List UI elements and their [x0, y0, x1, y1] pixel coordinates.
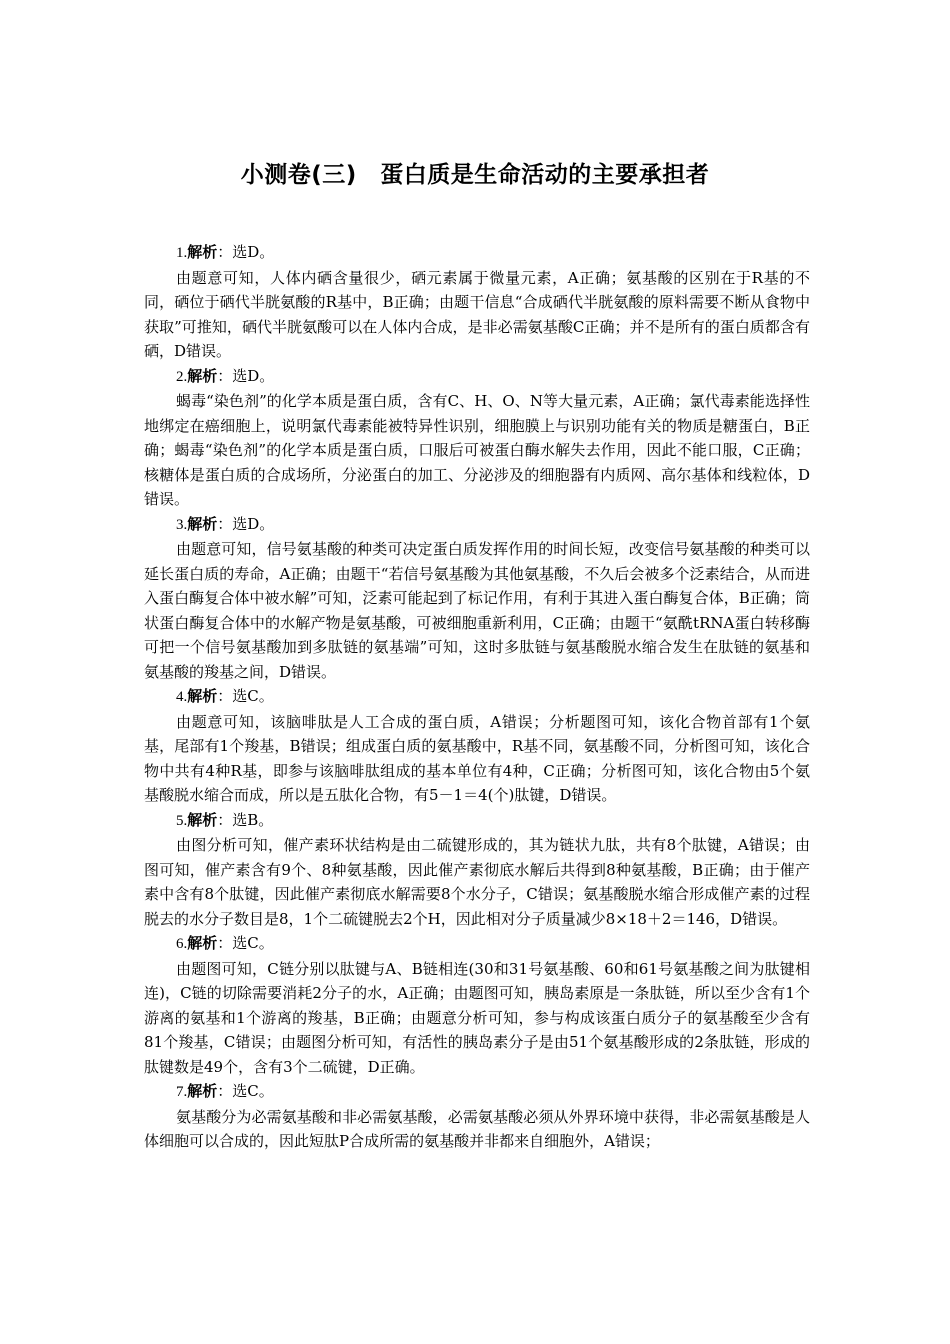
question-number: 3. — [176, 516, 188, 533]
question-header — [144, 1079, 810, 1105]
question-3 — [144, 512, 810, 685]
question-explanation: 由题意可知，该脑啡肽是人工合成的蛋白质，A错误；分析题图可知，该化合物首部有1个氨基，尾部有1个羧基，B错误；组成蛋白质的氨基酸中，R基不同，氨基酸不同，分析图可知，该化合物中共有4种R基，即参与该脑啡肽组成的基本单位有4种，C正确；分析图可知，该化合物由5个氨基酸脱水缩合而成，所以是五肽化合物，有5－1＝4(个)肽键，D错误。 — [144, 712, 810, 804]
question-7 — [144, 1079, 810, 1154]
question-6 — [144, 931, 810, 1079]
answer-choice: ：选D。 — [217, 366, 275, 385]
question-explanation: 由题图可知，C链分别以肽键与A、B链相连(30和31号氨基酸、60和61号氨基酸之间为肽键相连)，C链的切除需要消耗2分子的水，A正确；由题图可知，胰岛素原是一条肽链，所以至少含有1个游离的氨基和1个游离的羧基，B正确；由题意分析可知，参与构成该蛋白质分子的氨基酸至少含有81个羧基，C错误；由题图分析可知，有活性的胰岛素分子是由51个氨基酸形成的2条肽链，形成的肽键数是49个，含有3个二硫键，D正确。 — [144, 959, 810, 1076]
question-number: 6. — [176, 936, 188, 952]
question-header — [144, 808, 810, 834]
question-1 — [144, 240, 810, 364]
answer-choice: ：选C。 — [217, 687, 274, 705]
question-header — [144, 240, 810, 266]
analysis-label: 解析 — [187, 687, 218, 705]
question-header — [144, 931, 810, 957]
analysis-label: 解析 — [187, 514, 218, 533]
question-explanation: 由题意可知，信号氨基酸的种类可决定蛋白质发挥作用的时间长短，改变信号氨基酸的种类可以延长蛋白质的寿命，A正确；由题干“若信号氨基酸为其他氨基酸，不久后会被多个泛素结合，从而进入蛋白酶复合体中被水解”可知，泛素可能起到了标记作用，有利于其进入蛋白酶复合体，B正确；筒状蛋白酶复合体中的水解产物是氨基酸，可被细胞重新利用，C正确；由题干“氨酰tRNA蛋白转移酶可把一个信号氨基酸加到多肽链的氨基端”可知，这时多肽链与氨基酸脱水缩合发生在肽链的氨基和氨基酸的羧基之间，D错误。 — [144, 540, 810, 681]
answer-choice: ：选D。 — [217, 514, 275, 533]
question-number: 2. — [176, 368, 188, 385]
question-5 — [144, 808, 810, 932]
question-header — [144, 512, 810, 538]
answer-choice: ：选B。 — [217, 810, 274, 829]
question-2 — [144, 364, 810, 512]
question-number: 4. — [176, 689, 188, 705]
answer-choice: ：选C。 — [217, 1082, 274, 1100]
answer-choice: ：选C。 — [217, 934, 274, 952]
answer-content — [144, 240, 810, 1154]
question-explanation: 蝎毒“染色剂”的化学本质是蛋白质，含有C、H、O、N等大量元素，A正确；氯代毒素能选择性地绑定在癌细胞上，说明氯代毒素能被特异性识别，细胞膜上与识别功能有关的物质是糖蛋白，B正确；蝎毒“染色剂”的化学本质是蛋白质，口服后可被蛋白酶水解失去作用，因此不能口服，C正确；核糖体是蛋白质的合成场所，分泌蛋白的加工、分泌涉及的细胞器有内质网、高尔基体和线粒体，D错误。 — [144, 392, 810, 508]
question-explanation: 氨基酸分为必需氨基酸和非必需氨基酸，必需氨基酸必须从外界环境中获得，非必需氨基酸是人体细胞可以合成的，因此短肽P合成所需的氨基酸并非都来自细胞外，A错误； — [144, 1107, 810, 1150]
question-number: 5. — [176, 812, 188, 829]
question-explanation: 由图分析可知，催产素环状结构是由二硫键形成的，其为链状九肽，共有8个肽键，A错误；由图可知，催产素含有9个、8种氨基酸，因此催产素彻底水解后共得到8种氨基酸，B正确；由于催产素中含有8个肽键，因此催产素彻底水解需要8个水分子，C错误；氨基酸脱水缩合形成催产素的过程脱去的水分子数目是8，1个二硫键脱去2个H，因此相对分子质量减少8×18＋2＝146，D错误。 — [144, 836, 810, 928]
page-title: 小测卷(三) 蛋白质是生命活动的主要承担者 — [240, 162, 710, 188]
analysis-label: 解析 — [187, 366, 218, 385]
question-header — [144, 684, 810, 710]
question-number: 1. — [176, 245, 188, 261]
analysis-label: 解析 — [187, 934, 218, 952]
question-4 — [144, 684, 810, 808]
analysis-label: 解析 — [187, 1082, 218, 1100]
question-number: 7. — [176, 1084, 188, 1100]
answer-choice: ：选D。 — [217, 243, 275, 261]
analysis-label: 解析 — [187, 243, 218, 261]
question-header — [144, 364, 810, 390]
analysis-label: 解析 — [187, 810, 218, 829]
question-explanation: 由题意可知，人体内硒含量很少，硒元素属于微量元素，A正确；氨基酸的区别在于R基的不同，硒位于硒代半胱氨酸的R基中，B正确；由题干信息“合成硒代半胱氨酸的原料需要不断从食物中获取”可推知，硒代半胱氨酸可以在人体内合成，是非必需氨基酸C正确；并不是所有的蛋白质都含有硒，D错误。 — [144, 268, 810, 360]
